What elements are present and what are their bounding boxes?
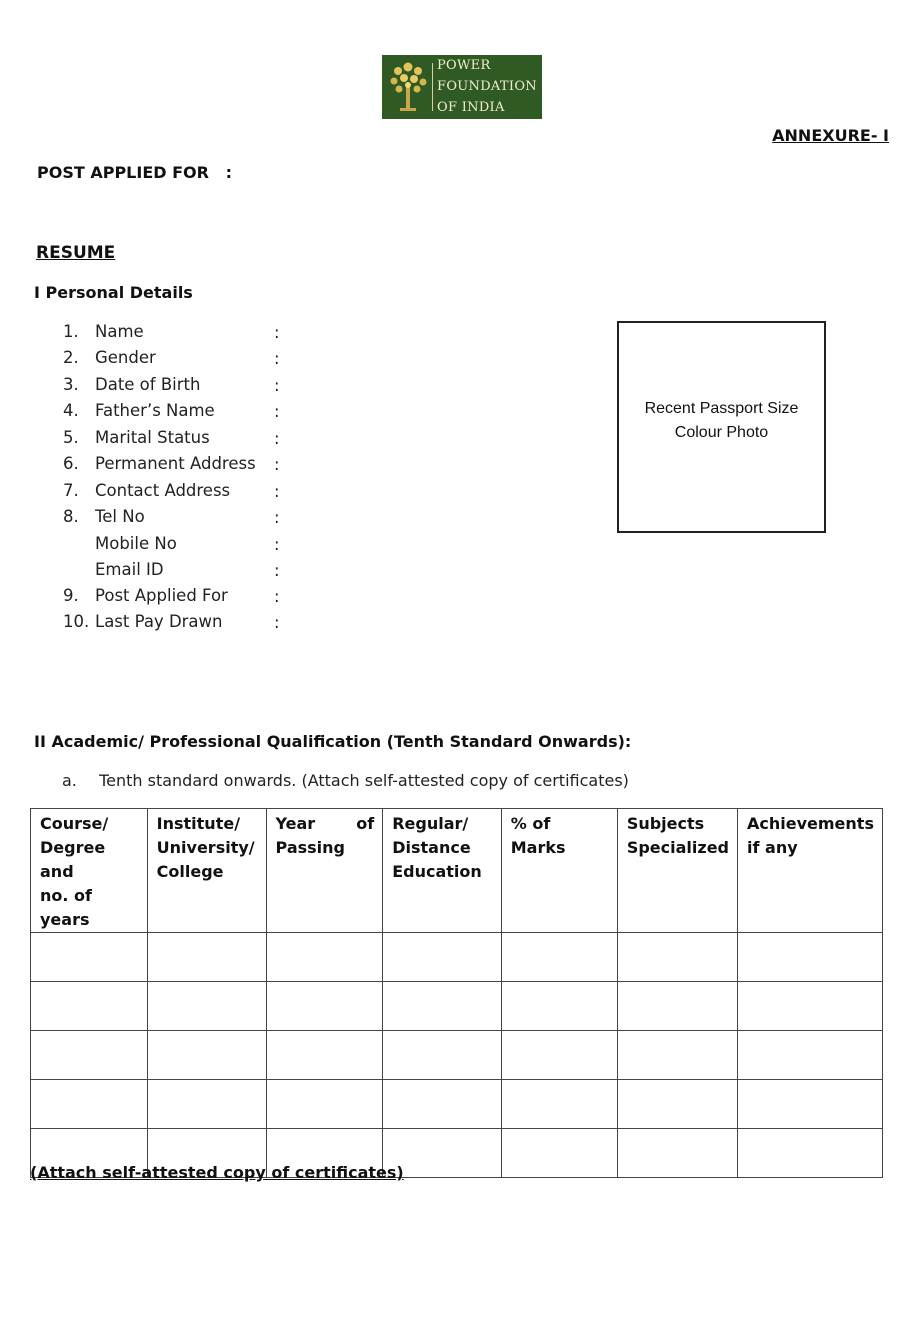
logo-text-line3: OF INDIA (437, 100, 505, 115)
header-text: Subjects (626, 814, 705, 833)
table-cell[interactable] (147, 1080, 266, 1129)
table-cell[interactable] (617, 933, 737, 982)
table-row (31, 1031, 883, 1080)
table-cell[interactable] (617, 982, 737, 1031)
table-cell[interactable] (501, 982, 617, 1031)
detail-colon: : (274, 482, 280, 501)
detail-row-date-of-birth (63, 375, 293, 401)
detail-row-tel-no (63, 507, 293, 533)
detail-number: 9. (63, 586, 79, 605)
detail-label: Date of Birth (95, 375, 201, 394)
header-text: College (156, 862, 224, 881)
table-cell[interactable] (738, 1080, 883, 1129)
header-text (276, 812, 375, 836)
table-cell[interactable] (266, 982, 383, 1031)
table-cell[interactable] (31, 933, 148, 982)
header-text: University/ (156, 838, 255, 857)
detail-colon: : (274, 429, 280, 448)
detail-row-last-pay-drawn (63, 612, 293, 638)
table-cell[interactable] (738, 933, 883, 982)
detail-row-contact-address (63, 481, 293, 507)
table-row (31, 1080, 883, 1129)
header-year-of-passing (266, 809, 383, 933)
attach-certificates-note: (Attach self-attested copy of certificates) (30, 1163, 404, 1182)
table-header-row (31, 809, 883, 933)
detail-colon: : (274, 535, 280, 554)
header-achievements (738, 809, 883, 933)
table-cell[interactable] (617, 1080, 737, 1129)
table-cell[interactable] (31, 1031, 148, 1080)
subpoint-letter: a. (62, 771, 77, 790)
table-cell[interactable] (31, 1080, 148, 1129)
table-cell[interactable] (738, 982, 883, 1031)
subpoint-text: Tenth standard onwards. (Attach self-attested copy of certificates) (99, 771, 629, 790)
detail-row-post-applied-for (63, 586, 293, 612)
header-text: Degree and (40, 838, 106, 881)
header-institute (147, 809, 266, 933)
header-text: Specialized (626, 838, 729, 857)
table-cell[interactable] (266, 1031, 383, 1080)
detail-row-mobile-no (63, 534, 293, 560)
detail-colon: : (274, 561, 280, 580)
detail-label: Permanent Address (95, 454, 256, 473)
detail-colon: : (274, 508, 280, 527)
table-cell[interactable] (266, 933, 383, 982)
passport-photo-box (617, 321, 826, 533)
detail-label: Tel No (95, 507, 145, 526)
academic-qualification-heading: II Academic/ Professional Qualification (Tenth Standard Onwards): (34, 732, 632, 751)
header-percent-marks (501, 809, 617, 933)
table-cell[interactable] (501, 933, 617, 982)
detail-label: Contact Address (95, 481, 231, 500)
header-text: Passing (275, 838, 345, 857)
detail-number: 3. (63, 375, 79, 394)
detail-row-email-id (63, 560, 293, 586)
power-foundation-logo (382, 55, 542, 119)
header-text: Regular/ (392, 814, 469, 833)
detail-colon: : (274, 587, 280, 606)
detail-label: Email ID (95, 560, 164, 579)
detail-number: 7. (63, 481, 79, 500)
detail-colon: : (274, 613, 280, 632)
table-cell[interactable] (617, 1031, 737, 1080)
detail-colon: : (274, 376, 280, 395)
photo-text-line2: Colour Photo (674, 424, 769, 441)
detail-row-name (63, 322, 293, 348)
table-cell[interactable] (383, 933, 502, 982)
detail-row-marital-status (63, 428, 293, 454)
detail-number: 10. (63, 612, 90, 631)
header-subjects (617, 809, 737, 933)
header-text: Education (392, 862, 482, 881)
header-course (31, 809, 148, 933)
table-cell[interactable] (617, 1129, 737, 1178)
annexure-label: ANNEXURE- I (772, 126, 889, 145)
table-cell[interactable] (147, 1031, 266, 1080)
tree-logo-icon (386, 59, 430, 115)
table-cell[interactable] (383, 982, 502, 1031)
logo-text-line2: FOUNDATION (437, 79, 537, 94)
detail-colon: : (274, 402, 280, 421)
detail-label: Father’s Name (95, 401, 215, 420)
header-text: Course/ (40, 814, 109, 833)
table-row (31, 933, 883, 982)
table-cell[interactable] (147, 933, 266, 982)
personal-details-heading: I Personal Details (34, 283, 193, 302)
detail-label: Last Pay Drawn (95, 612, 223, 631)
detail-label: Post Applied For (95, 586, 228, 605)
qualification-table (30, 808, 883, 1178)
detail-row-fathers-name (63, 401, 293, 427)
detail-number: 4. (63, 401, 79, 420)
photo-text-line1: Recent Passport Size (644, 400, 799, 417)
header-regular-distance (383, 809, 502, 933)
header-text: if any (747, 838, 798, 857)
table-cell[interactable] (266, 1080, 383, 1129)
table-cell[interactable] (738, 1031, 883, 1080)
table-cell[interactable] (501, 1080, 617, 1129)
logo-text-line1: POWER (437, 58, 491, 73)
header-text: % of Marks (510, 814, 566, 857)
detail-label: Marital Status (95, 428, 210, 447)
table-cell[interactable] (383, 1031, 502, 1080)
table-cell[interactable] (738, 1129, 883, 1178)
detail-row-permanent-address (63, 454, 293, 480)
resume-heading: RESUME (36, 243, 116, 263)
detail-label: Name (95, 322, 144, 341)
post-applied-for-heading: POST APPLIED FOR : (37, 163, 233, 182)
detail-colon: : (274, 455, 280, 474)
detail-row-gender (63, 348, 293, 374)
table-cell[interactable] (501, 1129, 617, 1178)
header-word: Year (275, 814, 316, 833)
table-cell[interactable] (147, 982, 266, 1031)
table-cell[interactable] (31, 982, 148, 1031)
detail-label: Gender (95, 348, 156, 367)
detail-number: 6. (63, 454, 79, 473)
detail-number: 2. (63, 348, 79, 367)
tenth-standard-note (62, 771, 629, 790)
table-row (31, 982, 883, 1031)
detail-number: 5. (63, 428, 79, 447)
header-word: of (356, 814, 375, 833)
header-text: Achievements (747, 814, 874, 833)
detail-number: 8. (63, 507, 79, 526)
logo-divider (432, 63, 433, 111)
header-text: Distance (392, 838, 471, 857)
photo-instructions (619, 397, 824, 445)
header-text: no. of years (40, 886, 92, 929)
table-cell[interactable] (501, 1031, 617, 1080)
detail-colon: : (274, 349, 280, 368)
detail-number: 1. (63, 322, 79, 341)
table-cell[interactable] (383, 1080, 502, 1129)
detail-colon: : (274, 323, 280, 342)
detail-label: Mobile No (95, 534, 177, 553)
header-text: Institute/ (156, 814, 241, 833)
